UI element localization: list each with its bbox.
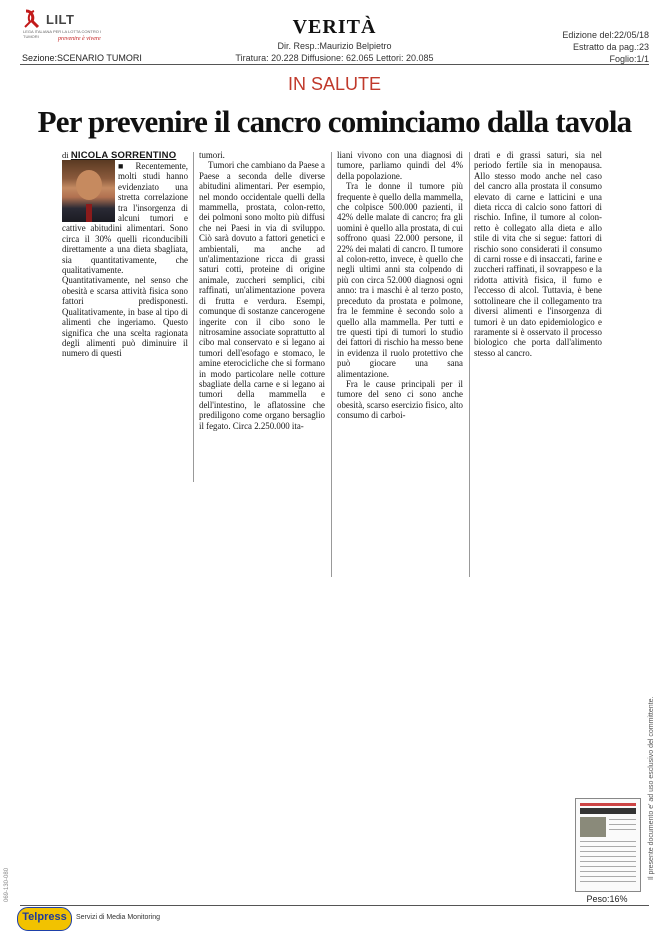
column-rule-3 [469, 152, 470, 577]
thumb-line [609, 829, 636, 830]
column-2 [199, 150, 325, 431]
column-1-lead: Recentemente, molti studi hanno evidenziato una stretta correlazione tra l'insorgenza di alcuni tumori e cattive abitudini alimentari. Sono circa il 30% quelli riconducibili direttamente a una dieta sbagliata, sia quantitativamente, che qualitativamente. Quantitativamente, nel senso che obesità e scarsa attività fisica sono fattori predisponesti. Qualitativamente, in base al tipo di alimenti che ingeriamo. Questo significa che una scelta ragionata degli alimenti può diminuire il numero di questi [62, 161, 188, 359]
thumb-line [580, 841, 636, 842]
thumb-line [580, 866, 636, 867]
column-rule-2 [331, 152, 332, 577]
thumb-line [580, 871, 636, 872]
article-headline: Per prevenire il cancro cominciamo dalla tavola [37, 104, 632, 139]
column-4-para-0: drati e di grassi saturi, sia nel periodo fertile sia in menopausa. Allo stesso modo anche nel caso del cancro alla prostata il consumo elevato di carne e latticini e una dieta ricca di calcio sono fattori di rischio. Infine, il tumore al colon-retto è collegato alla dieta e allo stile di vita che si segue: fattori di rischio sono considerati il consumo di carni rosse e di insaccati, farine e zuccheri raffinati, il sovrappeso e la ridotta attività fisica, il fumo e l'eccesso di alcol. Tuttavia, è bene sottolineare che il collegamento tra diversi alimenti e l'insorgenza di tumori è un dato epidemiologico e raramente si è osservato il processo biologico che porta dall'alimento stesso al cancro. [474, 150, 602, 358]
logo-slogan: prevenire è vivere [58, 36, 101, 42]
column-4 [474, 150, 602, 358]
photo-spacer [62, 161, 118, 223]
column-1 [62, 150, 188, 359]
thumb-line [580, 851, 636, 852]
publication-name: VERITÀ [292, 16, 377, 38]
byline-line [62, 150, 188, 161]
circulation-stats: Tiratura: 20.228 Diffusione: 62.065 Lettori: 20.085 [235, 53, 434, 63]
section-label: Sezione:SCENARIO TUMORI [22, 53, 142, 63]
column-1-text: ■ Recentemente, molti studi hanno evidenziato una stretta correlazione tra l'insorgenza di alcuni tumori e cattive abitudini alimentari. Sono circa il 30% quelli riconducibili direttamente a una dieta sbagliata, sia quantitativamente, che qualitativamente. Quantitativamente, nel senso che obesità e scarsa attività fisica sono fattori predisponesti. Qualitativamente, in base al tipo di alimenti che ingeriamo. Questo significa che una scelta ragionata degli alimenti può diminuire il numero di questi [62, 161, 188, 359]
director: Dir. Resp.:Maurizio Belpietro [277, 41, 392, 51]
media-monitoring-label: Servizi di Media Monitoring [76, 914, 161, 921]
document-code: 069-130-080 [4, 867, 10, 902]
thumb-line [609, 819, 636, 820]
column-3-para-2: Fra le cause principali per il tumore del seno ci sono anche obesità, scarso esercizio fisico, alto consumo di carboi- [337, 378, 463, 421]
thumb-line [580, 856, 636, 857]
footer-divider [20, 905, 649, 906]
column-3-para-1: Tra le donne il tumore più frequente è quello della mammella, che colpisce 500.000 pazienti, il 42% delle malate di cancro; fra gli uomini è quello alla prostata, di cui soffrono quasi 22.000 persone, il 22% dei malati di cancro. Il tumore al colon-retto, invece, è quello che negli ultimi anni sta colpendo di più con circa 52.000 diagnosi ogni anno: tra i maschi è al terzo posto, preceduto da prostata e polmone, fra le femmine è secondo solo a quello alla mammella. Per tutti e tre questi tipi di tumori lo studio dei fattori di rischio ha messo bene in evidenza il ruolo protettivo che può giocare una sana alimentazione. [337, 181, 463, 379]
sheet-number: Foglio:1/1 [609, 54, 649, 64]
edition-date: Edizione del:22/05/18 [562, 30, 649, 40]
byline-author: NICOLA SORRENTINO [70, 150, 177, 161]
thumb-line [580, 881, 636, 882]
column-3-para-0: liani vivono con una diagnosi di tumore, parliamo quindi del 4% della popolazione. [337, 150, 463, 181]
thumb-kicker [580, 803, 636, 806]
byline-prefix: di [62, 150, 69, 160]
article-kicker: IN SALUTE [287, 74, 382, 94]
peso-label: Peso:16% [586, 894, 628, 904]
extract-page: Estratto da pag.:23 [572, 42, 649, 52]
thumb-photo [580, 817, 606, 837]
thumb-line [580, 861, 636, 862]
column-rule-1 [193, 152, 194, 482]
column-2-para-0: tumori. [199, 150, 225, 160]
copyright-note: Il presente documento e' ad uso esclusivo del committente. [648, 696, 655, 880]
page-thumbnail [575, 798, 641, 892]
thumb-line [580, 846, 636, 847]
column-3 [337, 150, 463, 421]
edition-meta [562, 29, 649, 65]
thumb-line [580, 876, 636, 877]
logo-text: LILT [46, 12, 75, 27]
thumb-headline [580, 808, 636, 814]
telpress-logo [17, 907, 72, 931]
telpress-text: Telpress [22, 911, 67, 923]
header-divider [20, 64, 649, 65]
logo-subtext: LEGA ITALIANA PER LA LOTTA CONTRO I TUMORI [23, 29, 102, 39]
thumb-line [609, 824, 636, 825]
column-2-para-1: Tumori che cambiano da Paese a Paese a seconda delle diverse abitudini alimentari. Per esempio, nel mondo occidentale quelli della mammella, prostata, colon-retto, dei polmoni sono molto più diffusi che nei Paesi in via di sviluppo. Ciò sarà dovuto a fattori genetici e ambientali, ma anche ad un'alimentazione ricca di grassi saturi cotti, proteine di origine animale, zuccheri semplici, cibi raffinati, un'alimentazione povera di frutta e verdura. Esempi, comunque di sostanze cancerogene ingerite con il cibo sono le nitrosamine associate soprattutto al cibo mal conservato e si legano ai tumori dell'esofago e stomaco, le amine eterocicliche che si formano in modo particolare nelle cotture sbagliate della carne e si legano ai tumori della mammella e dell'intestino, le aflatossine che prediligono come organo bersaglio il fegato. Circa 2.250.000 ita- [199, 160, 325, 431]
